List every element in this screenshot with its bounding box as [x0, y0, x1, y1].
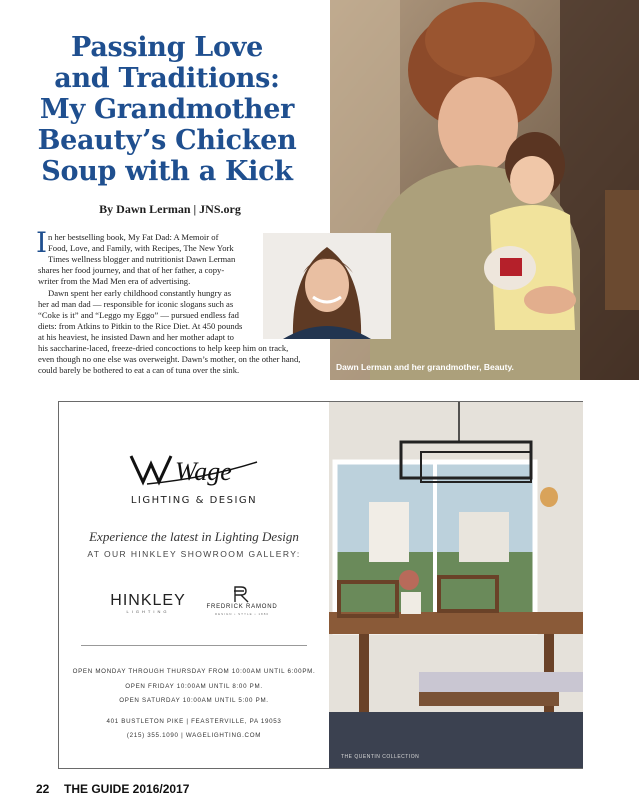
text-line: could barely be bothered to eat a can of tuna over the sink.	[38, 365, 240, 375]
text-line: n her bestselling book, My Fat Dad: A Memoir of	[48, 232, 219, 242]
title-line: My Grandmother	[39, 94, 295, 125]
byline: By Dawn Lerman | JNS.org	[99, 202, 241, 216]
text-line: Food, Love, and Family, with Recipes, The New York	[48, 243, 234, 253]
divider	[81, 645, 307, 646]
text-line: even though no one else was overweight. Dawn’s mother, on the other hand,	[38, 354, 301, 364]
paragraph-1	[38, 232, 260, 287]
text-line: his saccharine-laced, freeze-dried concoctions to help keep him on track,	[38, 343, 289, 353]
photo-caption: THE QUENTIN COLLECTION	[341, 754, 420, 760]
dropcap: I	[36, 226, 48, 259]
fredrick-ramond-sub: DESIGN • STYLE • 1880	[214, 612, 270, 616]
dining-room-illustration	[329, 402, 583, 768]
main-photo-caption: Dawn Lerman and her grandmother, Beauty.	[336, 362, 514, 372]
title-line: Beauty’s Chicken	[37, 125, 297, 156]
text-line: writer from the Mad Men era of advertising.	[38, 276, 191, 286]
fr-monogram-icon	[232, 585, 252, 603]
contact: (215) 355.1090 | WAGELIGHTING.COM	[126, 732, 262, 739]
issue-title: THE GUIDE 2016/2017	[64, 782, 190, 796]
wage-logo	[127, 452, 261, 486]
logo-subtitle: LIGHTING & DESIGN	[130, 495, 258, 506]
hinkley-sub: LIGHTING	[126, 609, 170, 614]
hours-line: OPEN SATURDAY 10:00AM UNTIL 5:00 PM.	[119, 697, 269, 704]
title-line: Soup with a Kick	[41, 156, 293, 187]
ad-dining-photo	[329, 402, 583, 768]
text-line: Times wellness blogger and nutritionist Dawn Lerman	[48, 254, 236, 264]
article-title	[22, 32, 312, 187]
page-footer	[0, 782, 639, 802]
title-line: Passing Love	[71, 32, 263, 63]
text-line: “Coke is it” and “Leggo my Eggo” — pursued endless fad	[38, 310, 239, 320]
hours-line: OPEN MONDAY THROUGH THURSDAY FROM 10:00AM UNTIL 6:00PM.	[72, 668, 316, 675]
paragraph-2	[38, 288, 334, 376]
text-line: Dawn spent her early childhood constantly hungry as	[48, 288, 232, 298]
hinkley-logo: HINKLEY	[110, 592, 186, 609]
text-line: diets: from Atkins to Pitkin to the Rice Diet. At 450 pounds	[38, 321, 243, 331]
text-line: her ad man dad — responsible for iconic slogans such as	[38, 299, 234, 309]
title-line: and Traditions:	[54, 63, 280, 94]
fredrick-ramond-logo: FREDRICK RAMOND	[206, 604, 278, 610]
ad-tagline: Experience the latest in Lighting Design	[89, 529, 299, 544]
address: 401 BUSTLETON PIKE | FEASTERVILLE, PA 19053	[106, 718, 282, 725]
page-number: 22	[36, 782, 50, 796]
ad-subtagline: AT OUR HINKLEY SHOWROOM GALLERY:	[87, 549, 301, 559]
ad-text-panel	[59, 402, 329, 768]
logo-word: Wage	[175, 457, 232, 486]
text-line: at his heaviest, he insisted Dawn and her mother adapt to	[38, 332, 234, 342]
advertisement	[58, 401, 583, 769]
text-line: shares her food journey, and that of her father, a copy-	[38, 265, 225, 275]
hours-line: OPEN FRIDAY 10:00AM UNTIL 8:00 PM.	[125, 683, 263, 690]
